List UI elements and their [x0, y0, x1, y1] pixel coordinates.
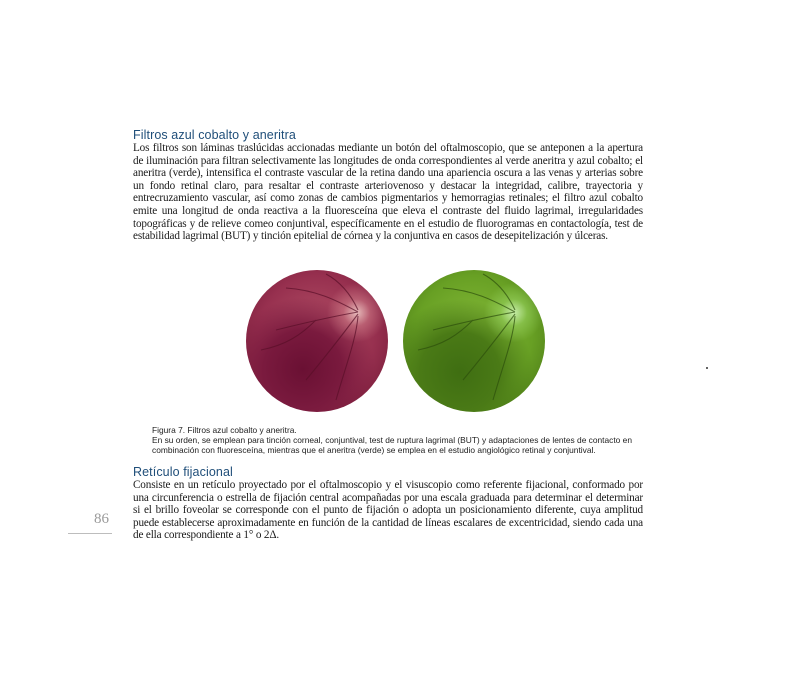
section-paragraph-reticulo: Consiste en un retículo proyectado por el oftalmoscopio y el visuscopio como referente fijacional, conformado por una circunferencia o estrella de fijación central acompañadas por una escala graduada para determinar el determinar si el brillo foveolar se corresponde con el punto de fijación o adopta un posicionamiento diferente, cuya amplitud puede establecerse aproximadamente en función de la cantidad de líneas escalares de excentricidad, siendo cada una de ella correspondiente a 1° o 2Δ. [133, 479, 643, 542]
section-paragraph-filtros: Los filtros son láminas traslúcidas accionadas mediante un botón del oftalmoscopio, que se anteponen a la apertura de iluminación para filtran selectivamente las longitudes de onda correspondientes al verde aneritra y azul cobalto; el aneritra (verde), intensifica el contraste vascular de la retina dando una apariencia oscura a las venas y arterias sobre un fondo retinal claro, para resaltar el contraste arteriovenoso y destacar la integridad, calibre, trayectoria y entrecruzamiento vascular, así como zonas de cambios pigmentarios y hemorragias retinales; el filtro azul cobalto emite una longitud de onda reactiva a la fluoresceína que eleva el contraste del fluido lagrimal, irregularidades topográficas y de relieve comeo conjuntival, específicamente en el estudio de fluorogramas en contactología, test de estabilidad lagrimal (BUT) y tinción epitelial de córnea y la conjuntiva en casos de desepitelización y úlceras. [133, 142, 643, 243]
fundus-image-red-free-filter [246, 270, 388, 412]
margin-dot [706, 367, 708, 369]
section-title-reticulo: Retículo fijacional [133, 465, 233, 479]
page-number-rule [68, 533, 112, 534]
figure-caption-text: En su orden, se emplean para tinción corneal, conjuntival, test de ruptura lagrimal (BUT) y adaptaciones de lentes de contacto en combinación con fluoresceína, mientras que el aneritra (verde) se emplea en el estudio angiológico retinal y conjuntival. [152, 435, 632, 455]
figure-caption-title: Figura 7. Filtros azul cobalto y aneritra. [152, 425, 297, 435]
fundus-image-green-filter [403, 270, 545, 412]
section-title-filtros: Filtros azul cobalto y aneritra [133, 128, 296, 142]
retinal-vessels-green [403, 270, 545, 412]
page-number: 86 [94, 511, 109, 527]
retinal-vessels-red [246, 270, 388, 412]
